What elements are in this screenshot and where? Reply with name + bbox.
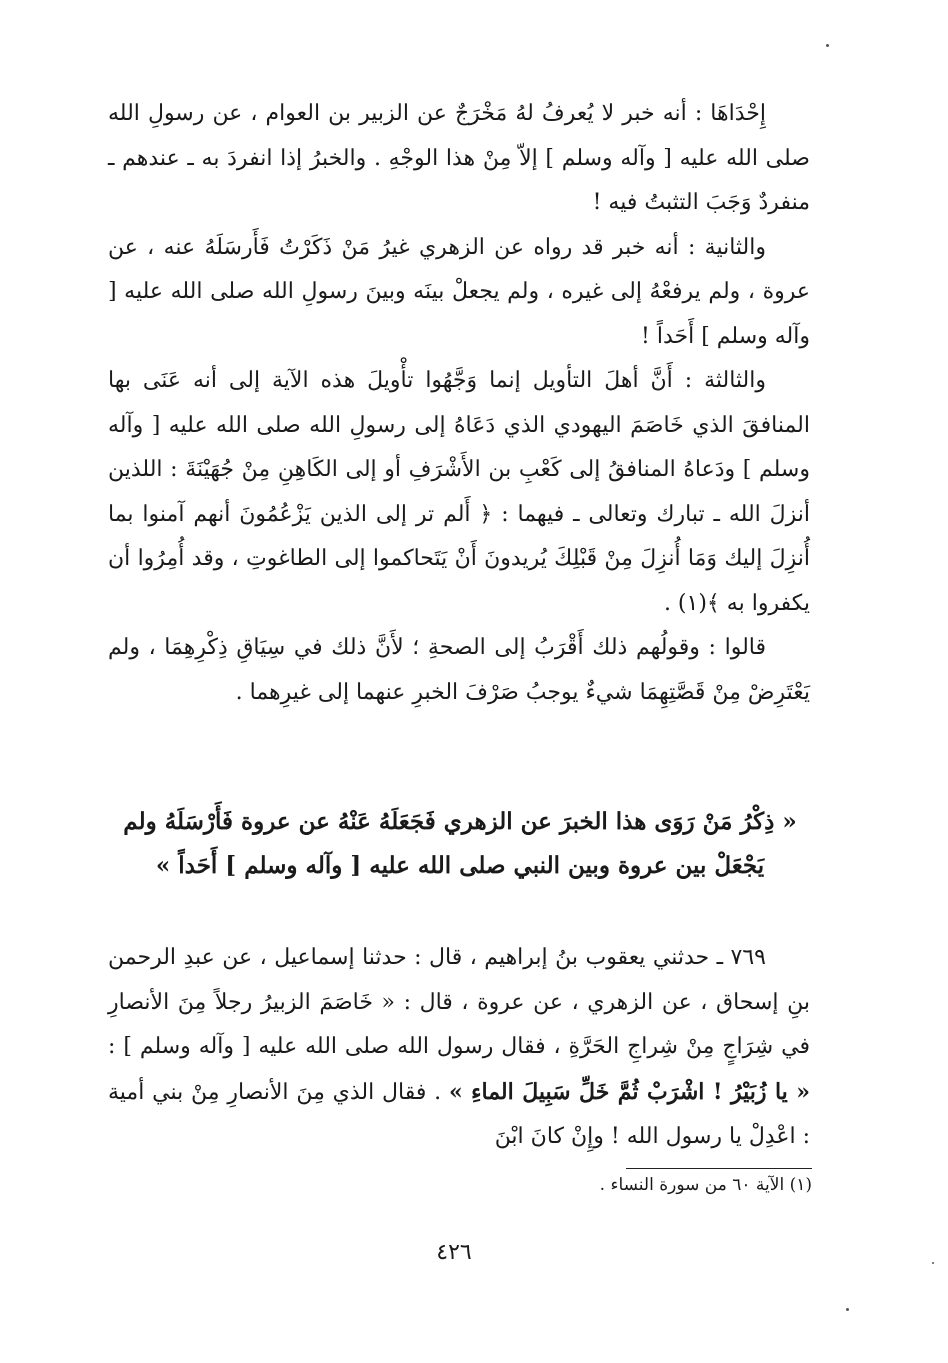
page-number: ٤٢٦ xyxy=(436,1240,472,1265)
paragraph-conclusion: قالوا : وقولُهم ذلك أَقْرَبُ إلى الصحةِ ؛ لأَنَّ ذلك في سِيَاقِ ذِكْرِهِمَا ، ولم يَعْتَرِضْ مِنْ قَصَّتِهِمَا شيءٌ يوجبُ صَرْفَ الخبرِ عنهما إلى غيرِهما . xyxy=(108,635,810,705)
hadith-text-block xyxy=(108,936,810,1160)
hadith-quote: « يا زُبَيْرُ ! اشْرَبْ ثُمَّ خَلِّ سَبِيلَ الماءِ » xyxy=(448,1078,810,1105)
footnote-divider xyxy=(626,1168,812,1169)
paragraph-first-point: إِحْدَاهَا : أنه خبر لا يُعرفُ لهُ مَخْرَجٌ عن الزبير بن العوام ، عن رسولِ الله صلى الله عليه [ وآله وسلم ] إلاّ مِنْ هذا الوجْهِ . والخبرُ إذا انفردَ به ـ عندهم ـ منفردٌ وَجَبَ التثبتُ فيه ! xyxy=(108,101,810,215)
section-heading xyxy=(108,800,812,888)
scan-speck xyxy=(932,1262,934,1264)
paragraph-second-point: والثانية : أنه خبر قد رواه عن الزهري غيرُ مَنْ ذَكَرْتُ فَأَرسَلَهُ عنه ، عن عروة ، ولم يرفعْهُ إلى غيره ، ولم يجعلْ بينَه وبينَ رسولِ الله صلى الله عليه [ وآله وسلم ] أَحَداً ! xyxy=(108,234,810,349)
footnote: (١) الآية ٦٠ من سورة النساء . xyxy=(599,1175,812,1195)
heading-line-2: يَجْعَلْ بين عروة وبين النبي صلى الله عليه [ وآله وسلم ] أَحَداً » xyxy=(155,852,765,879)
heading-line-1: « ذِكْرُ مَنْ رَوَى هذا الخبرَ عن الزهري فَجَعَلَهُ عَنْهُ عن عروة فَأَرْسَلَهُ ولم xyxy=(123,808,797,835)
hadith-text-part-2: . فقال الذي مِنَ الأنصارِ مِنْ بني أمية : اعْدِلْ يا رسول الله ! وإِنْ كانَ ابْنَ xyxy=(108,1079,810,1149)
main-text-block xyxy=(108,92,810,715)
scan-speck xyxy=(846,1308,849,1311)
scan-speck xyxy=(826,44,829,47)
hadith-paragraph xyxy=(108,936,810,1160)
hadith-text-part-1: ٧٦٩ ـ حدثني يعقوب بنُ إبراهيم ، قال : حدثنا إسماعيل ، عن عبدِ الرحمن بنِ إسحاق ، عن الزهري ، عن عروة ، قال : « خَاصَمَ الزبيرُ رجلاً مِنَ الأنصارِ في شِرَاجٍ مِنْ شِراجِ الحَرَّةِ ، فقال رسول الله صلى الله عليه [ وآله وسلم ] : xyxy=(108,945,810,1059)
paragraph-third-point: والثالثة : أَنَّ أهلَ التأويل إنما وَجَّهُوا تأْويلَ هذه الآية إلى أنه عَنَى بها المنافقَ الذي خَاصَمَ اليهودي الذي دَعَاهُ إلى رسولِ الله صلى الله عليه [ وآله وسلم ] ودَعاهُ المنافقُ إلى كَعْبِ بن الأَشْرَفِ أو إلى الكَاهِنِ مِنْ جُهَيْنَةَ : اللذين أنزلَ الله ـ تبارك وتعالى ـ فيهما : ﴿ أَلم تر إلى الذين يَزْعُمُونَ أنهم آمنوا بما أُنزِلَ إليك وَمَا أُنزِلَ مِنْ قَبْلِكَ يُريدونَ أَنْ يَتَحاكموا إلى الطاغوتِ ، وقد أُمِرُوا أن يكفروا به ﴾(١) . xyxy=(108,368,810,616)
